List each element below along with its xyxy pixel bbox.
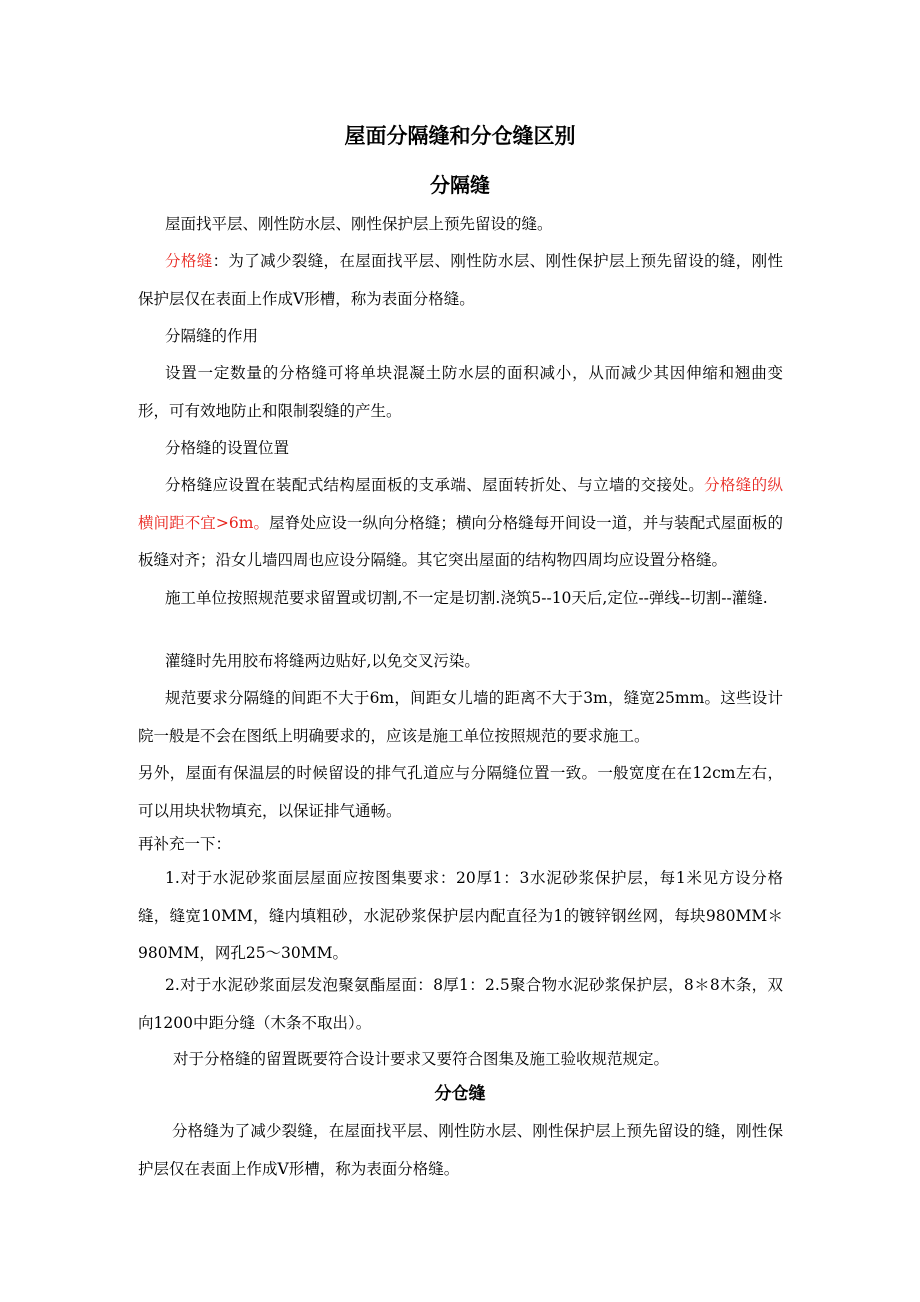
- highlight-label: 分格缝: [165, 252, 213, 270]
- subheading-position: [138, 430, 783, 468]
- paragraph-text: ：为了减少裂缝，在屋面找平层、刚性防水层、刚性保护层上预先留设的缝，刚性保护层仅在表面上作成V形槽，称为表面分格缝。: [138, 252, 783, 308]
- paragraph-text: 另外，屋面有保温层的时候留设的排气孔道应与分隔缝位置一致。一般宽度在在12cm左右，可以用块状物填充，以保证排气通畅。: [138, 764, 783, 820]
- paragraph-text: 规范要求分隔缝的间距不大于6m，间距女儿墙的距离不大于3m，缝宽25mm。这些设计院一般是不会在图纸上明确要求的，应该是施工单位按照规范的要求施工。: [138, 689, 783, 745]
- paragraph-text: 灌缝时先用胶布将缝两边贴好,以免交叉污染。: [165, 652, 480, 670]
- paragraph-compliance: [138, 1041, 783, 1079]
- paragraph-specification: [138, 680, 783, 755]
- paragraph-text: 对于分格缝的留置既要符合设计要求又要符合图集及施工验收规范规定。: [173, 1050, 670, 1068]
- list-item-polyurethane: [138, 967, 783, 1042]
- paragraph-supplement: [138, 826, 783, 864]
- section-heading-compartment-joint: 分仓缝: [434, 1084, 486, 1104]
- highlight-spacing-rule: 分格缝的纵横间距不宜>6m。: [138, 476, 783, 532]
- paragraph-text: 再补充一下：: [138, 835, 232, 853]
- paragraph-text: 2.对于水泥砂浆面层发泡聚氨酯屋面：8厚1：2.5聚合物水泥砂浆保护层，8＊8木条，双向1200中距分缝（木条不取出）。: [138, 976, 783, 1032]
- paragraph-text: 1.对于水泥砂浆面层屋面应按图集要求：20厚1：3水泥砂浆保护层，每1米见方设分格缝，缝宽10MM，缝内填粗砂，水泥砂浆保护层内配直径为1的镀锌钢丝网，每块980MM＊980MM，网孔25～30MM。: [138, 869, 783, 962]
- list-item-cement-mortar: [138, 860, 783, 973]
- paragraph-position: [138, 467, 783, 580]
- paragraph-grouting: [138, 643, 783, 681]
- paragraph-text: 分格缝的设置位置: [165, 439, 290, 457]
- paragraph-text: 屋面找平层、刚性防水层、刚性保护层上预先留设的缝。: [165, 215, 553, 233]
- paragraph-function: [138, 355, 783, 430]
- paragraph-grid-joint-definition: [138, 243, 783, 318]
- paragraph-compartment-definition: [138, 1113, 783, 1188]
- paragraph-text: 施工单位按照规范要求留置或切割,不一定是切割.浇筑5--10天后,定位--弹线--切割--灌缝.: [165, 589, 768, 607]
- subheading-function: [138, 318, 783, 356]
- paragraph-text: 屋脊处应设一纵向分格缝；横向分格缝每开间设一道，并与装配式屋面板的板缝对齐；沿女儿墙四周也应设分隔缝。其它突出屋面的结构物四周均应设置分格缝。: [138, 513, 783, 569]
- paragraph-text: 分格缝应设置在装配式结构屋面板的支承端、屋面转折处、与立墙的交接处。: [165, 476, 705, 494]
- paragraph-text: 为了减少裂缝，在屋面找平层、刚性防水层、刚性保护层上预先留设的缝，刚性保护层仅在表面上作成V形槽，称为表面分格缝。: [138, 1122, 783, 1178]
- document-title: 屋面分隔缝和分仓缝区别: [344, 124, 576, 148]
- paragraph-insulation: [138, 755, 783, 830]
- section-heading-separation-joint: 分隔缝: [430, 173, 490, 197]
- paragraph-text: 设置一定数量的分格缝可将单块混凝土防水层的面积减小，从而减少其因伸缩和翘曲变形，可有效地防止和限制裂缝的产生。: [138, 364, 783, 420]
- paragraph-construction: [138, 580, 783, 618]
- paragraph-definition: [138, 206, 783, 244]
- paragraph-text: 分隔缝的作用: [165, 327, 259, 345]
- paragraph-label: 分格缝: [172, 1122, 220, 1140]
